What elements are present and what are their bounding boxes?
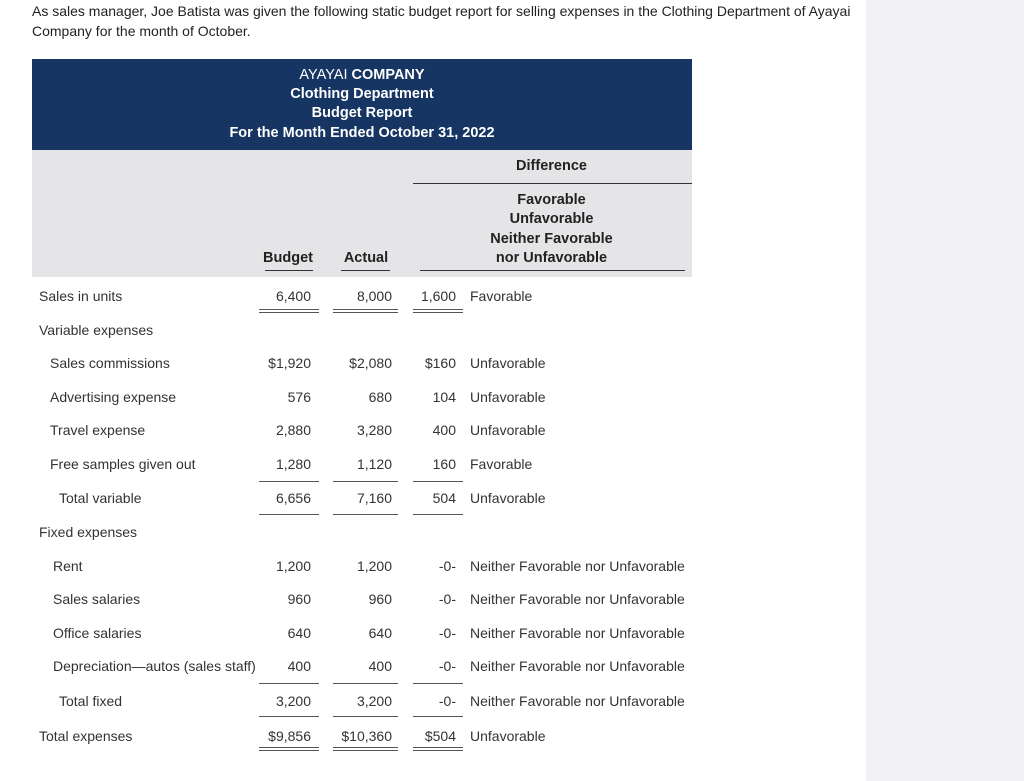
- total-expenses-budget-underline-2: [259, 750, 319, 751]
- sales-units-diff-underline-2: [413, 312, 463, 313]
- total-fixed-status: Neither Favorable nor Unfavorable: [470, 693, 685, 709]
- sales-units-budget-underline: [259, 309, 319, 310]
- total-variable-actual: 7,160: [356, 490, 392, 506]
- travel-status: Unfavorable: [470, 422, 546, 438]
- sales-salaries-actual: 960: [368, 591, 392, 607]
- total-variable-budget: 6,656: [275, 490, 311, 506]
- travel-actual: 3,280: [356, 422, 392, 438]
- sales-units-budget-underline-2: [259, 312, 319, 313]
- difference-heading: Difference: [516, 158, 587, 174]
- depreciation-status: Neither Favorable nor Unfavorable: [470, 658, 685, 674]
- total-variable-diff-underline: [413, 514, 463, 515]
- total-expenses-status: Unfavorable: [470, 728, 546, 744]
- travel-difference: 400: [432, 422, 456, 438]
- office-salaries-budget: 640: [287, 625, 311, 641]
- commissions-actual: $2,080: [349, 355, 392, 371]
- samples-actual-underline: [333, 481, 398, 482]
- total-fixed-budget-underline: [259, 716, 319, 717]
- advertising-actual: 680: [368, 389, 392, 405]
- total-variable-actual-underline: [333, 514, 398, 515]
- side-panel: [866, 0, 1024, 781]
- actual-heading-rule: [341, 270, 390, 271]
- depreciation-budget: 400: [287, 658, 311, 674]
- sales-salaries-status: Neither Favorable nor Unfavorable: [470, 591, 685, 607]
- total-variable-label: Total variable: [59, 490, 142, 506]
- sales-units-diff-underline: [413, 309, 463, 310]
- depreciation-difference: -0-: [438, 658, 456, 674]
- total-fixed-diff-underline: [413, 716, 463, 717]
- sales-units-actual-underline-2: [333, 312, 398, 313]
- commissions-label: Sales commissions: [50, 355, 170, 371]
- department-title: Clothing Department: [290, 86, 434, 102]
- sales-units-actual: 8,000: [356, 288, 392, 304]
- budget-heading: Budget: [263, 250, 313, 266]
- advertising-budget: 576: [287, 389, 311, 405]
- intro-text: As sales manager, Joe Batista was given the following static budget report for selling expenses in the Clothing Department of Ayayai Company for the month of October.: [32, 3, 851, 39]
- difference-option-neither: Neither Favorable: [490, 231, 613, 247]
- total-expenses-actual-underline: [333, 747, 398, 748]
- total-expenses-diff-underline-2: [413, 750, 463, 751]
- total-fixed-actual: 3,200: [356, 693, 392, 709]
- sales-salaries-label: Sales salaries: [53, 591, 141, 607]
- company-name: [32, 67, 692, 83]
- total-variable-status: Unfavorable: [470, 490, 546, 506]
- samples-actual: 1,120: [356, 456, 392, 472]
- total-expenses-budget-underline: [259, 747, 319, 748]
- samples-difference: 160: [432, 456, 456, 472]
- budget-heading-rule: [265, 270, 313, 271]
- sales-units-actual-underline: [333, 309, 398, 310]
- total-expenses-budget: $9,856: [268, 728, 311, 744]
- samples-budget-underline: [259, 481, 319, 482]
- total-expenses-difference: $504: [424, 728, 456, 744]
- depreciation-actual-underline: [333, 683, 398, 684]
- company-name-prefix: AYAYAI: [299, 67, 348, 83]
- total-fixed-actual-underline: [333, 716, 398, 717]
- total-expenses-actual: $10,360: [341, 728, 392, 744]
- samples-label: Free samples given out: [50, 456, 196, 472]
- office-salaries-difference: -0-: [438, 625, 456, 641]
- samples-diff-underline: [413, 481, 463, 482]
- report-title: Budget Report: [311, 105, 413, 121]
- total-expenses-diff-underline: [413, 747, 463, 748]
- sales-units-budget: 6,400: [275, 288, 311, 304]
- advertising-label: Advertising expense: [50, 389, 177, 405]
- difference-rule: [413, 183, 692, 184]
- commissions-difference: $160: [424, 355, 456, 371]
- total-expenses-label: Total expenses: [39, 728, 133, 744]
- actual-heading: Actual: [343, 250, 389, 266]
- travel-budget: 2,880: [275, 422, 311, 438]
- total-variable-difference: 504: [432, 490, 456, 506]
- company-name-suffix: COMPANY: [351, 67, 425, 83]
- sales-units-status: Favorable: [470, 288, 533, 304]
- total-fixed-difference: -0-: [438, 693, 456, 709]
- rent-actual: 1,200: [356, 558, 392, 574]
- rent-difference: -0-: [438, 558, 456, 574]
- advertising-difference: 104: [432, 389, 456, 405]
- advertising-status: Unfavorable: [470, 389, 546, 405]
- depreciation-budget-underline: [259, 683, 319, 684]
- sales-units-difference: 1,600: [420, 288, 456, 304]
- rent-label: Rent: [53, 558, 83, 574]
- total-variable-budget-underline: [259, 514, 319, 515]
- sales-salaries-budget: 960: [287, 591, 311, 607]
- total-expenses-actual-underline-2: [333, 750, 398, 751]
- rent-status: Neither Favorable nor Unfavorable: [470, 558, 685, 574]
- depreciation-label: Depreciation—autos (sales staff): [53, 658, 256, 674]
- difference-option-nor: nor Unfavorable: [495, 250, 608, 266]
- office-salaries-label: Office salaries: [53, 625, 142, 641]
- difference-option-favorable: Favorable: [517, 192, 586, 208]
- travel-label: Travel expense: [50, 422, 146, 438]
- samples-status: Favorable: [470, 456, 533, 472]
- variable-expenses-heading: Variable expenses: [39, 322, 154, 338]
- samples-budget: 1,280: [275, 456, 311, 472]
- commissions-budget: $1,920: [268, 355, 311, 371]
- total-fixed-budget: 3,200: [275, 693, 311, 709]
- period-title: For the Month Ended October 31, 2022: [229, 125, 495, 141]
- fixed-expenses-heading: Fixed expenses: [39, 524, 138, 540]
- depreciation-actual: 400: [368, 658, 392, 674]
- commissions-status: Unfavorable: [470, 355, 546, 371]
- depreciation-diff-underline: [413, 683, 463, 684]
- office-salaries-actual: 640: [368, 625, 392, 641]
- sales-salaries-difference: -0-: [438, 591, 456, 607]
- rent-budget: 1,200: [275, 558, 311, 574]
- difference-options-rule: [420, 270, 685, 271]
- office-salaries-status: Neither Favorable nor Unfavorable: [470, 625, 685, 641]
- report-header: [32, 59, 692, 150]
- sales-units-label: Sales in units: [39, 288, 123, 304]
- column-headings: [32, 150, 692, 277]
- total-fixed-label: Total fixed: [59, 693, 123, 709]
- difference-option-unfavorable: Unfavorable: [509, 211, 594, 227]
